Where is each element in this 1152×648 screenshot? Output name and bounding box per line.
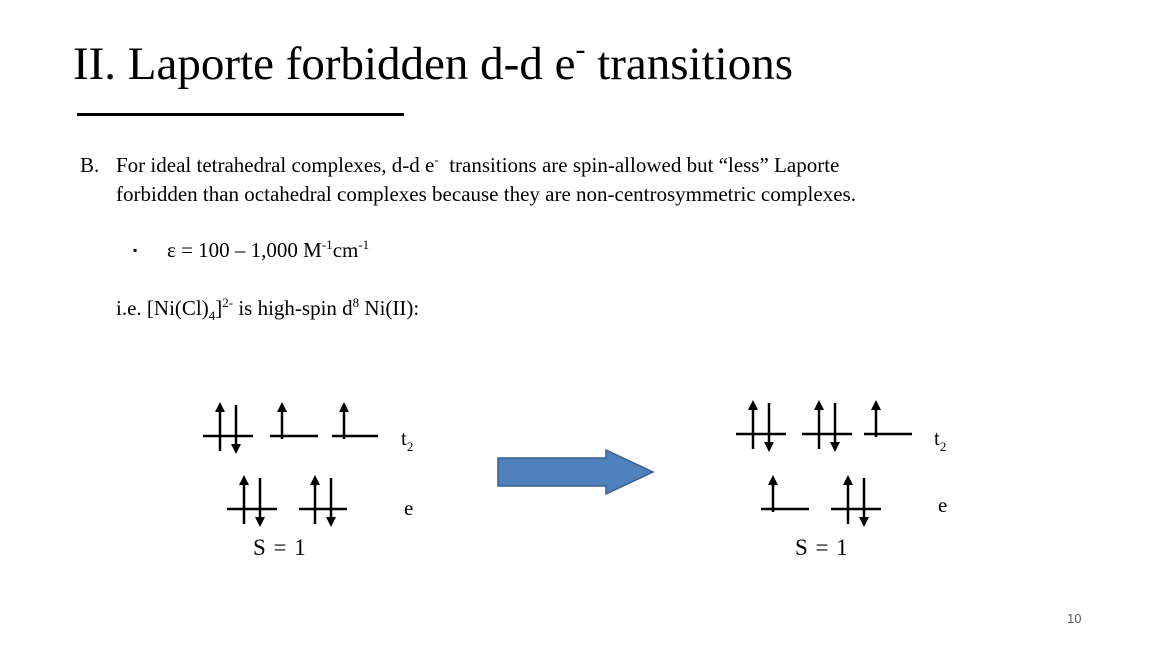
example-d: Ni(II): — [359, 296, 420, 320]
example-sup2: 8 — [352, 295, 360, 310]
left-t2-letter: t — [401, 426, 407, 450]
right-spin-label: S = 1 — [795, 535, 849, 560]
bullet-text-a: ε = 100 – 1,000 M — [167, 238, 322, 262]
bullet-sup2: -1 — [358, 237, 370, 252]
title-main: II. Laporte forbidden d-d e — [73, 38, 576, 90]
right-t2-label — [934, 426, 947, 454]
right-t2-letter: t — [934, 426, 940, 450]
right-t2-sub: 2 — [939, 439, 947, 454]
bullet-text-b: cm — [332, 238, 359, 262]
bullet-sup1: -1 — [321, 237, 333, 252]
left-spin-label: S = 1 — [253, 535, 307, 560]
example-sup: 2- — [222, 295, 234, 310]
title-tail: transitions — [585, 38, 794, 90]
example-b: ] — [215, 296, 223, 320]
point-line1-sup: - — [434, 152, 439, 167]
transition-arrow — [498, 450, 653, 494]
left-t2-sub: 2 — [406, 439, 414, 454]
point-line2: forbidden than octahedral complexes because they are non-centrosymmetric complexes. — [116, 182, 856, 206]
title-superscript: - — [575, 33, 586, 66]
example-a: i.e. [Ni(Cl) — [116, 296, 209, 320]
point-label: B. — [80, 153, 100, 177]
point-line1-b: transitions are spin-allowed but “less” Laporte — [438, 153, 840, 177]
example-sub: 4 — [208, 308, 216, 323]
left-t2-label — [401, 426, 414, 454]
point-line1-a: For ideal tetrahedral complexes, d-d e — [116, 153, 435, 177]
bullet-marker: ▪ — [133, 243, 138, 257]
right-e-label: e — [938, 493, 948, 517]
example-c: is high-spin d — [233, 296, 353, 320]
page-number: 10 — [1067, 611, 1082, 626]
left-e-label: e — [404, 496, 414, 520]
